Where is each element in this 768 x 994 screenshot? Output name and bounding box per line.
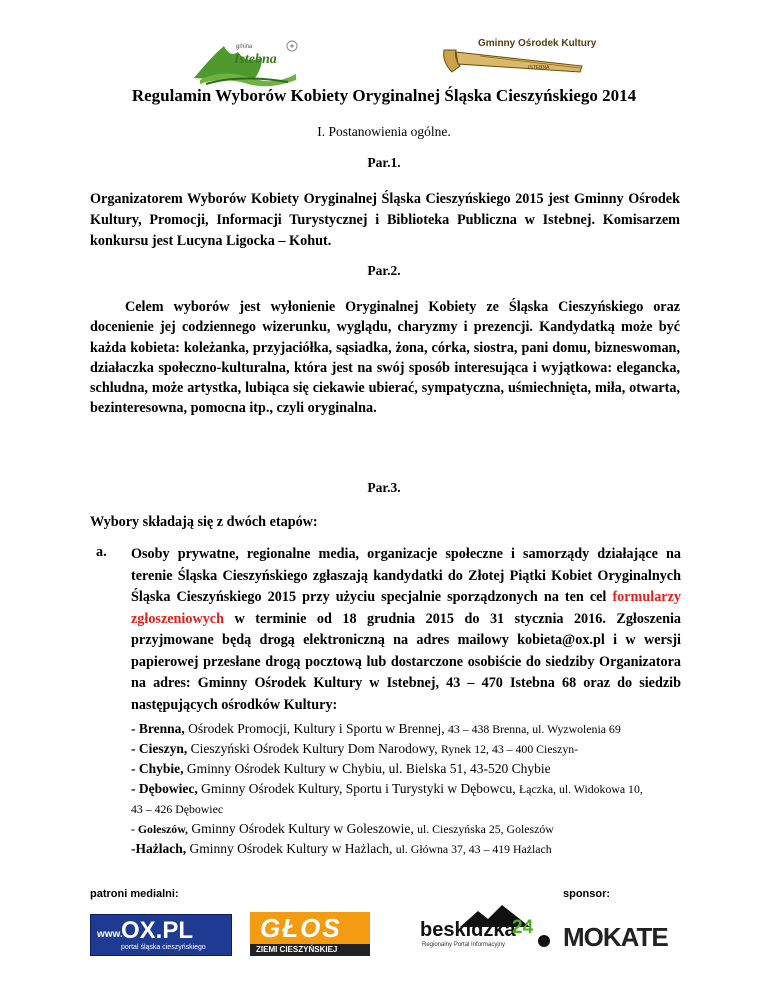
center-place: - Goleszów, xyxy=(131,822,189,836)
par3-heading: Par.3. xyxy=(367,480,401,495)
item-a-marker: a. xyxy=(96,544,107,560)
par2-text: Celem wyborów jest wyłonienie Oryginalnej Kobiety ze Śląska Cieszyńskiego oraz docenienie jej codziennego wizerunku, wyglądu, charyzmy i prezencji. Kandydatką może być każda kobieta: koleżanka, przyjaciółka, sąsiadka, żona, córka, siostra, pani domu, bizneswoman, działaczka społeczno-kulturalna, która jest na swój sposób interesująca i wyjątkowa: elegancka, schludna, może artystka, lubiąca się ciekawie ubierać, sympatyczna, uśmiechnięta, miła, otwarta, bezinteresowna, pomocna itp., czyli oryginalna. xyxy=(90,299,680,417)
istebna-small-text: gmina xyxy=(236,44,253,50)
center-place: - Dębowiec, xyxy=(131,781,198,796)
ox-tagline: portal śląska cieszyńskiego xyxy=(121,944,206,951)
centers-list xyxy=(131,719,691,859)
glos-brand-text: GŁOS xyxy=(260,913,342,943)
center-name: Gminny Ośrodek Kultury w Chybiu, ul. Bielska 51, 43-520 Chybie xyxy=(186,761,551,776)
center-address: ul. Główna 37, 43 – 419 Hażlach xyxy=(395,842,552,856)
center-name: Gminny Ośrodek Kultury, Sportu i Turystyki w Dębowcu, xyxy=(201,781,516,796)
istebna-logo xyxy=(192,38,304,90)
center-item xyxy=(131,739,691,759)
par1-heading: Par.1. xyxy=(367,155,401,170)
beskidzka-number: 24 xyxy=(512,917,534,938)
glos-tagline: ZIEMI CIESZYŃSKIEJ xyxy=(256,945,338,954)
center-address: 43 – 438 Brenna, ul. Wyzwolenia 69 xyxy=(448,722,621,736)
center-address: Rynek 12, 43 – 400 Cieszyn- xyxy=(440,742,579,756)
center-item xyxy=(131,759,691,779)
ox-www-text: www. xyxy=(97,929,123,940)
center-address: Łączka, ul. Widokowa 10, xyxy=(519,782,643,796)
center-name: Gminny Ośrodek Kultury w Hażlach, xyxy=(189,841,393,856)
center-place: - Chybie, xyxy=(131,761,184,776)
center-name: Cieszyński Ośrodek Kultury Dom Narodowy, xyxy=(190,741,438,756)
media-patrons-label: patroni medialni: xyxy=(90,888,179,900)
istebna-logo-text: Istebna xyxy=(234,52,277,67)
par2-heading: Par.2. xyxy=(367,263,401,278)
center-item xyxy=(131,839,691,859)
mokate-logo: MOKATE xyxy=(563,922,668,952)
center-item xyxy=(131,799,691,819)
center-item xyxy=(131,779,691,799)
center-address: ul. Cieszyńska 25, Goleszów xyxy=(417,822,554,836)
center-name: Gminny Ośrodek Kultury w Goleszowie, xyxy=(191,821,414,836)
gok-logo-text: Gminny Ośrodek Kultury xyxy=(478,38,597,49)
glos-logo xyxy=(250,912,370,956)
beskidzka24-logo xyxy=(420,905,555,955)
ox-pl-logo xyxy=(90,914,232,956)
center-name: Ośrodek Promocji, Kultury i Sportu w Brennej, xyxy=(188,721,445,736)
forms-link[interactable]: formularzy zgłoszeniowych xyxy=(131,589,681,627)
gok-logo xyxy=(440,32,597,82)
center-address: 43 – 426 Dębowiec xyxy=(131,802,224,816)
center-item xyxy=(131,819,691,839)
beskidzka-tagline: Regionalny Portal Informacyjny xyxy=(422,942,506,948)
par1-text: Organizatorem Wyborów Kobiety Oryginalnej Śląska Cieszyńskiego 2015 jest Gminny Ośrodek Kultury, Promocji, Informacji Turystycznej i Biblioteka Publiczna w Istebnej. Komisarzem konkursu jest Lucyna Ligocka – Kohut. xyxy=(90,191,680,249)
beskidzka-brand: beskidzka xyxy=(420,919,516,941)
center-place: - Brenna, xyxy=(131,721,185,736)
item-a-text xyxy=(131,544,681,716)
item-a-part2: w terminie od 18 grudnia 2015 do 31 stycznia 2016. Zgłoszenia przyjmowane będą drogą elektroniczną na adres mailowy kobieta@ox.pl i w wersji papierowej przesłane drogą pocztową lub dostarczone osobiście do siedziby Organizatora na adres: Gminny Ośrodek Kultury w Istebnej, 43 – 470 Istebna 68 oraz do siedzib następujących ośrodków Kultury: xyxy=(131,610,681,713)
document-title: Regulamin Wyborów Kobiety Oryginalnej Śląska Cieszyńskiego 2014 xyxy=(131,86,637,105)
sponsor-label: sponsor: xyxy=(563,888,611,900)
item-a-part1: Osoby prywatne, regionalne media, organizacje społeczne i samorządy działające na terenie Śląska Cieszyńskiego zgłaszają kandydatki do Złotej Piątki Kobiet Oryginalnych Śląska Cieszyńskiego 2015 przy użyciu specjalnie sporządzonych na ten cel xyxy=(131,546,681,605)
section-heading: I. Postanowienia ogólne. xyxy=(317,124,451,139)
center-place: -Hażlach, xyxy=(131,841,187,856)
gok-logo-subtext: ISTEBNA xyxy=(528,65,550,71)
center-place: - Cieszyn, xyxy=(131,741,188,756)
ox-brand-text: OX.PL xyxy=(121,917,194,944)
stages-intro: Wybory składają się z dwóch etapów: xyxy=(90,514,318,530)
badge-dot-icon xyxy=(538,935,550,947)
center-item xyxy=(131,719,691,739)
